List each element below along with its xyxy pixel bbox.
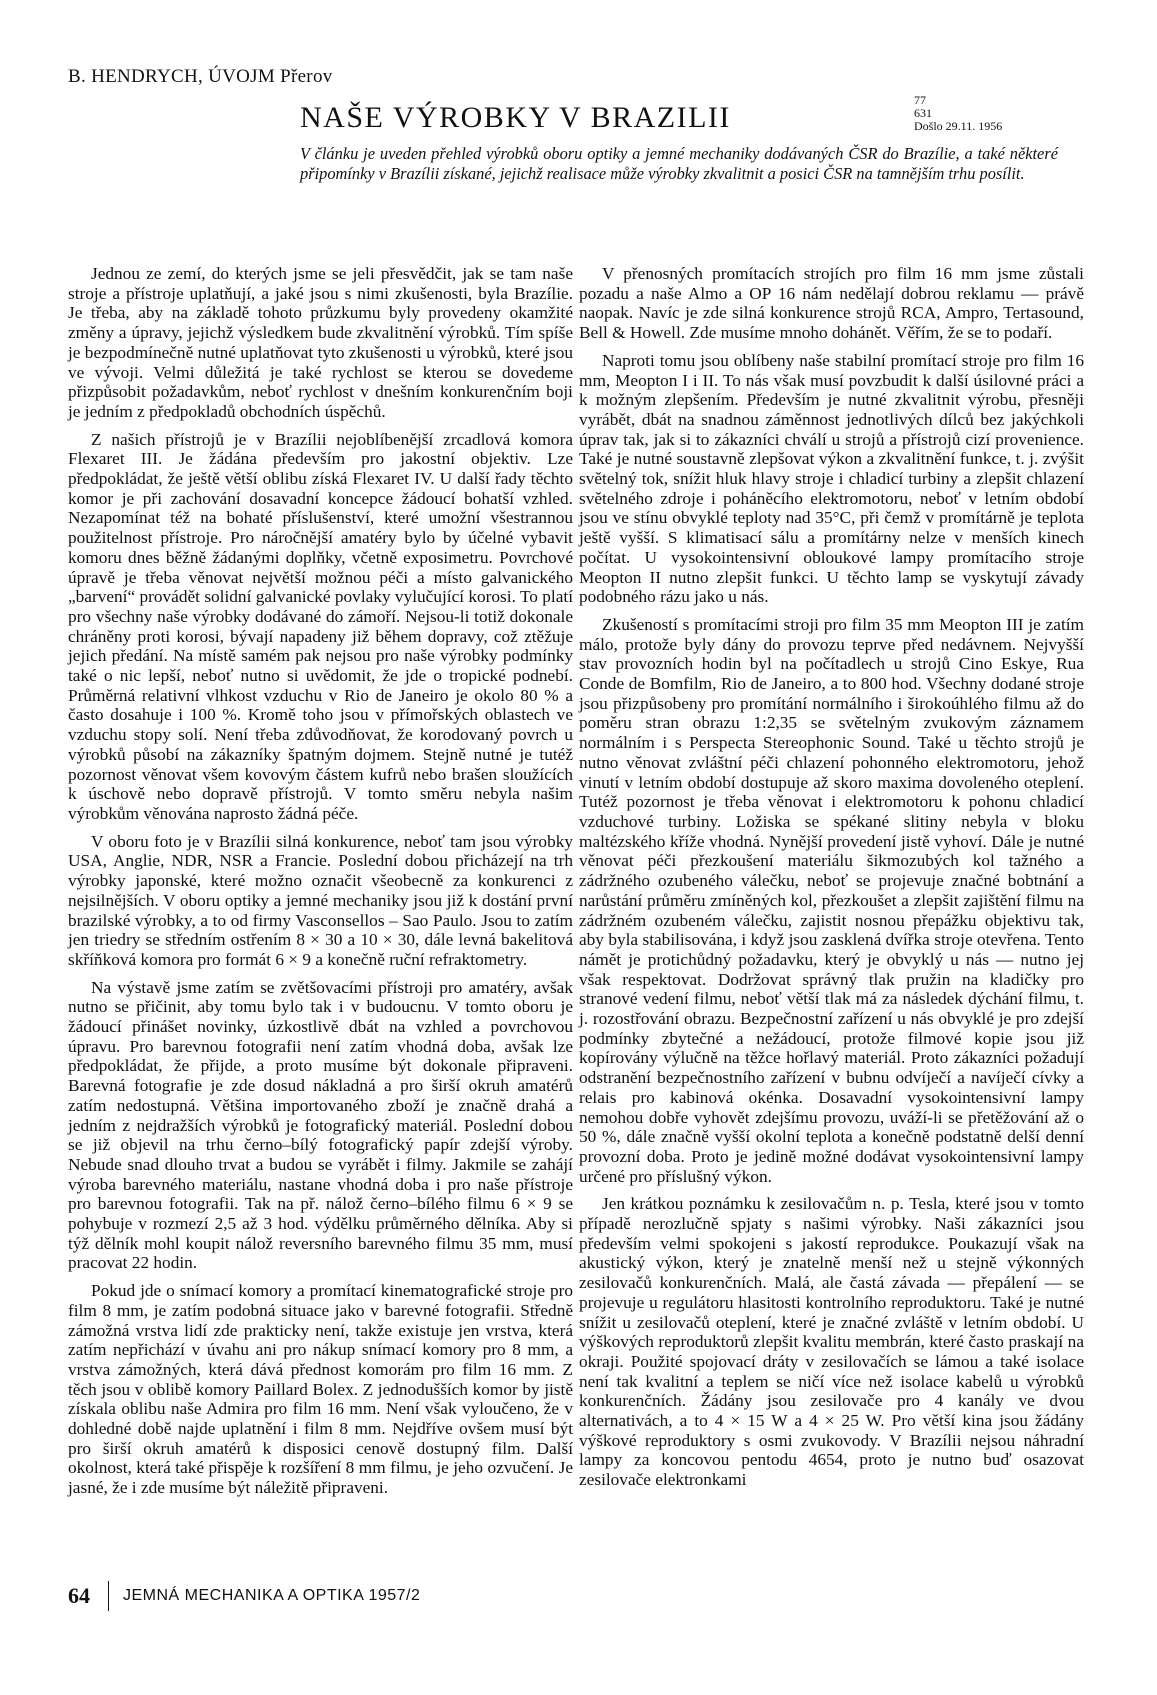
received-date: Došlo 29.11. 1956 <box>914 119 1003 133</box>
paragraph: Naproti tomu jsou oblíbeny naše stabilní promítací stroje pro film 16 mm, Meopton I i II. To nás však musí povzbudit k další úsilovné práci a k možným zlepšením. Především je nutné zkvalitnit výrobu, přesněji vyrábět, dbát na snadnou záměnnost jednotlivých dílců bez jakýchkoli úprav tak, jak si to zákazníci chválí u strojů a přístrojů cizí provenience. Také je nutné soustavně zlepšovat výkon a zkvalitnění funkce, t. j. zvýšit světelný tok, snížit hluk hlavy stroje i chladicí turbiny a zlepšit chlazení světelného zdroje i poháněcího elektromotoru, neboť v letním období jsou ve stínu obvyklé teploty nad 35°C, při čemž v promítárně je teplota ještě vyšší. S klimatisací sálu a promítárny nelze v menších kinech počítat. U vysokointensivní obloukové lampy promítacího stroje Meopton II nutno zlepšit funkci. U těchto lamp se vyskytují závady podobného rázu jako u nás. <box>579 350 1084 607</box>
paragraph: V přenosných promítacích strojích pro film 16 mm jsme zůstali pozadu a naše Almo a OP 16 nám nedělají dobrou reklamu — právě naopak. Navíc je zde silná konkurence strojů RCA, Ampro, Tertasound, Bell & Howell. Zde musíme mnoho dohánět. Věřím, že se to podaří. <box>579 264 1084 343</box>
page-footer <box>68 1581 420 1611</box>
paragraph: Jen krátkou poznámku k zesilovačům n. p. Tesla, které jsou v tomto případě nerozlučně spjaty s našimi výrobky. Naši zákazníci jsou především velmi spokojeni s jakostí reprodukce. Poukazují však na akustický výkon, který je znatelně menší než u stejně výkonných zesilovačů konkurenčních. Malá, ale častá závada — přepálení — se projevuje u regulátoru hlasitosti kontrolního reproduktoru. Také je nutné snížit u zesilovačů oteplení, které je značné zvláště v letním období. U výškových reproduktorů zlepšit kvalitu membrán, které často praskají na okraji. Použité spojovací dráty v zesilovačích se lámou a také isolace není tak kvalitní a teplem se ničí více než isolace kabelů u výrobků konkurenčních. Žádány jsou zesilovače pro 4 kanály ve dvou alternativách, a to 4 × 15 W a 4 × 25 W. Pro větší kina jsou žádány výškové reproduktory s osmi zvukovody. V Brazílii nejsou náhradní lampy za koncovou pentodu 4654, proto je nutno buď osazovat zesilovače elektronkami <box>579 1194 1084 1490</box>
paragraph: Z našich přístrojů je v Brazílii nejoblíbenější zrcadlová komora Flexaret III. Je žádána především pro jakostní objektiv. Lze předpokládat, že ještě větší oblibu získá Flexaret IV. U další řady těchto komor je při zachování dosavadní koncepce žádoucí bohatší vzhled. Nezapomínat též na bohaté příslušenství, které umožní všestrannou použitelnost přístroje. Pro náročnější amatéry bylo by účelné vybavit komoru dnes běžně žádanými doplňky, včetně exposimetru. Povrchové úpravě je třeba věnovat největší možnou péči a místo galvanického „barvení“ provádět solidní galvanické povlaky vylučující korosi. To platí pro všechny naše výrobky dodávané do zámoří. Nejsou-li totiž dokonale chráněny proti korosi, bývají napadeny již během dopravy, což ztěžuje jejich předání. Na místě samém pak nejsou pro naše výrobky podmínky také o nic lepší, neboť nutno si uvědomit, že jde o tropické podnebí. Průměrná relativní vlhkost vzduchu v Rio de Janeiro je okolo 80 % a často dosahuje i 100 %. Kromě toho jsou v přímořských oblastech ve vzduchu stopy solí. Není třeba zdůvodňovat, že korodovaný povrch u výrobků působí na zákazníky špatným dojmem. Stejně nutné je tutéž pozornost věnovat všem kovovým částem kufrů nebo brašen sloužících k úschově nebo dopravě přístrojů. V tomto směru nebyla našim výrobkům věnována naprosto žádná péče. <box>68 429 573 823</box>
paragraph: Pokud jde o snímací komory a promítací kinematografické stroje pro film 8 mm, je zatím podobná situace jako v barevné fotografii. Středně zámožná vrstva lidí zde prakticky není, takže existuje jen vrstva, která zatím nepřichází v úvahu ani pro nákup snímací komory pro 8 mm, a vrstva zámožných, která dává přednost komorám pro film 16 mm. Z těch jsou v oblibě komory Paillard Bolex. Z jednodušších komor by jistě získala oblibu naše Admira pro film 16 mm. Není však vyloučeno, že v dohledné době najde uplatnění i film 8 mm. Nejdříve ovšem musí být pro širší okruh amatérů k disposici cenově dostupný film. Další okolnost, která také přispěje k rozšíření 8 mm filmu, je jeho ozvučení. Je jasné, že i zde musíme být náležitě připraveni. <box>68 1281 573 1498</box>
footer-divider <box>108 1581 109 1611</box>
article-metadata <box>914 94 1002 133</box>
author-line: B. HENDRYCH, ÚVOJM Přerov <box>68 66 333 87</box>
left-column <box>68 264 573 1506</box>
article-title: NAŠE VÝROBKY V BRAZILII <box>300 101 731 134</box>
udc-number-2: 631 <box>914 106 932 120</box>
journal-name: JEMNÁ MECHANIKA A OPTIKA 1957/2 <box>123 1587 421 1604</box>
paragraph: Zkušeností s promítacími stroji pro film 35 mm Meopton III je zatím málo, protože byly dány do provozu teprve před nedávnem. Nejvyšší stav provozních hodin byl na počítadlech u strojů Cino Eskye, Rua Conde de Bomfilm, Rio de Janeiro, a to 800 hod. Všechny dodané stroje jsou přizpůsobeny pro promítání normálního i širokoúhlého filmu až do poměru stran obrazu 1:2,35 se světelným zvukovým záznamem normálním i s Perspecta Stereophonic Sound. Také u těchto strojů je nutno věnovat zvláštní péči chlazení pohonného elektromotoru, jehož vinutí v letním období dostupuje až skoro maxima dovoleného oteplení. Tutéž pozornost je třeba věnovat i elektromotoru k pohonu chladicí vzduchové turbiny. Ložiska se spékané slitiny nebyla v bloku maltézského kříže vhodná. Nynější provedení jistě vyhoví. Dále je nutné věnovat péči přezkoušení materiálu šikmozubých kol tažného a zádržného ozubeného válečku, neboť se projevuje značné bobtnání a narůstání průměru zmíněných kol, přezkoušet a zlepšit zajištění filmu na zádržném ozubeném válečku, zajistit nosnou přepážku objektivu tak, aby byla stabilisována, i když jsou zasklená dvířka stroje otevřena. Tento námět je protichůdný požadavku, který je obvyklý u nás — nutno jej však respektovat. Dodržovat správný tlak pružin na kladičky pro stranové vedení filmu, neboť větší tlak má za následek dýchání filmu, t. j. rozostřování obrazu. Bezpečnostní zařízení u nás obvyklé je pro zdejší podmínky zbytečné a nežádoucí, protože filmové kopie jsou již kopírovány výlučně na těžce hořlavý materiál. Proto zákazníci požadují odstranění bezpečnostního zařízení v bubnu odvíječí a navíječí cívky a relais pro kabinová okénka. Dosavadní vysokointensivní lampy nemohou dobře vyhovět zdejšímu provozu, uváží-li se přetěžování až o 50 %, dále značně vyšší okolní teplota a konečně podstatně delší denní provozní doba. Proto je jedině možné dodávat vysokointensivní lampy určené pro příslušný výkon. <box>579 614 1084 1186</box>
abstract: V článku je uveden přehled výrobků oboru optiky a jemné mechaniky dodávaných ČSR do Brazílie, a také některé připomínky v Brazílii získané, jejichž realisace může výrobky zkvalitnit a posici ČSR na tamnějším trhu posílit. <box>300 144 1058 183</box>
paragraph: Jednou ze zemí, do kterých jsme se jeli přesvědčit, jak se tam naše stroje a přístroje uplatňují, a jaké jsou s nimi zkušenosti, byla Brazílie. Je třeba, aby na základě tohoto průzkumu byly provedeny okamžité změny a úpravy, jejichž výsledkem bude zkvalitnění výrobků. Tím spíše je bezpodmínečně nutné uplatňovat tyto zkušenosti u výrobků, které jsou ve vývoji. Velmi důležitá je také rychlost se kterou se dovedeme přizpůsobit požadavkům, neboť rychlost v dnešním konkurenčním boji je jedním z předpokladů obchodních úspěchů. <box>68 264 573 421</box>
right-column <box>579 264 1084 1498</box>
page-number: 64 <box>68 1583 90 1608</box>
paragraph: Na výstavě jsme zatím se zvětšovacími přístroji pro amatéry, avšak nutno se přičinit, aby tomu bylo tak i v budoucnu. V tomto oboru je žádoucí přinášet novinky, úzkostlivě dbát na vzhled a povrchovou úpravu. Pro barevnou fotografii není zatím vhodná doba, avšak lze předpokládat, že přijde, a proto musíme být dokonale připraveni. Barevná fotografie je zde dosud nákladná a pro širší okruh amatérů zatím nedostupná. Většina importovaného zboží je značně drahá a jedním z nejdražších výrobků je fotografický materiál. Poslední dobou se již objevil na trhu černo–bílý fotografický papír zdejší výroby. Nebude snad dlouho trvat a budou se vyrábět i filmy. Jakmile se zahájí výroba barevného materiálu, nastane vhodná doba i pro naše přístroje pro barevnou fotografii. Tak na př. nálož černo–bílého filmu 6 × 9 se pohybuje v rozmezí 2,5 až 3 hod. výdělku průměrného dělníka. Aby si týž dělník mohl koupit nálož reversního barevného filmu 35 mm, musí pracovat 22 hodin. <box>68 977 573 1273</box>
udc-number-1: 77 <box>914 93 926 107</box>
paragraph: V oboru foto je v Brazílii silná konkurence, neboť tam jsou výrobky USA, Anglie, NDR, NSR a Francie. Poslední dobou přicházejí na trh výrobky japonské, které možno označit všeobecně za konkurenci z nejsilnějších. V oboru optiky a jemné mechaniky jsou již k dostání první brazilské výrobky, a to od firmy Vasconsellos – Sao Paulo. Jsou to zatím jen triedry se středním ostřením 8 × 30 a 10 × 30, dále levná bakelitová skříňková komora pro formát 6 × 9 a konečně ruční refraktometry. <box>68 831 573 969</box>
